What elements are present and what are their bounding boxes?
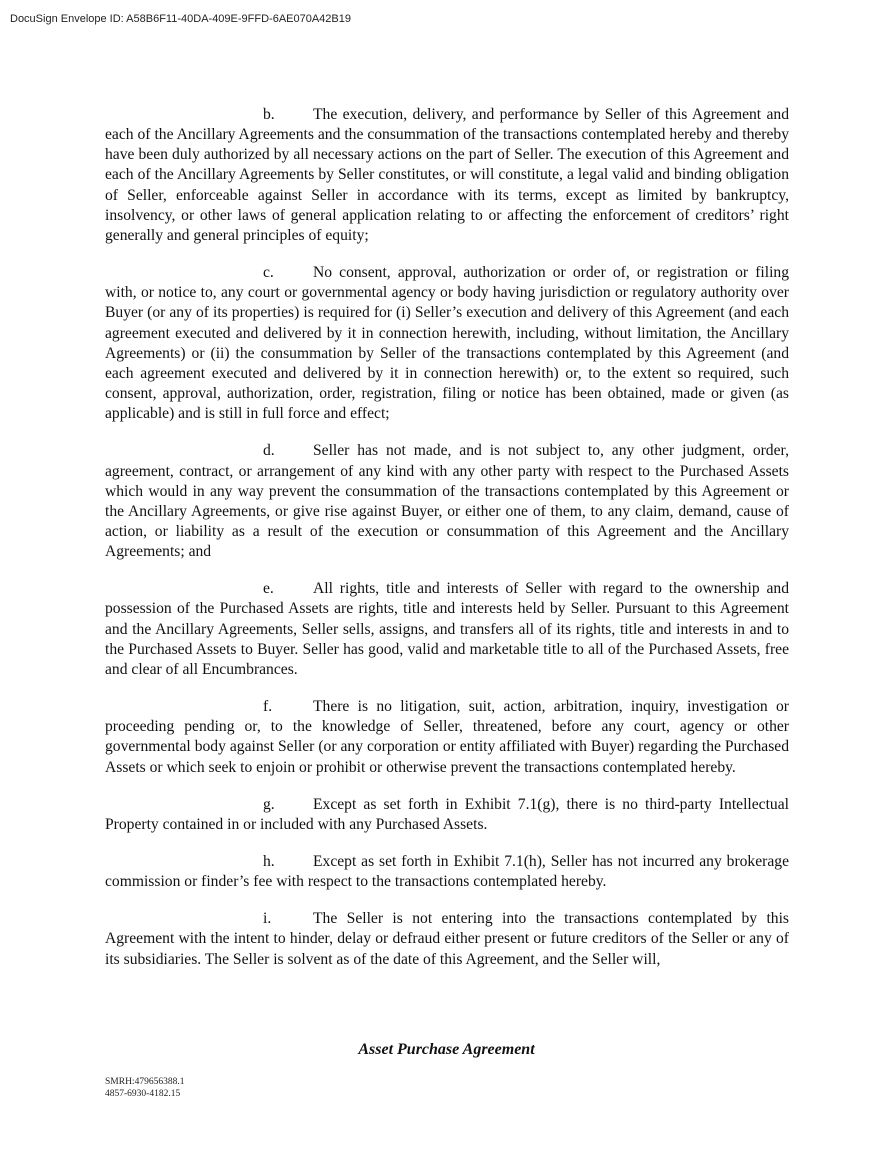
paragraph-g [105, 795, 789, 835]
paragraph-letter: f. [263, 698, 273, 716]
paragraph-text: There is no litigation, suit, action, arbitration, inquiry, investigation or proceeding pending or, to the knowledge of Seller, threatened, before any court, agency or other governmental body against Seller (or any corporation or entity affiliated with Buyer) regarding the Purchased Assets or which seek to enjoin or prohibit or otherwise prevent the transactions contemplated hereby. [105, 698, 789, 776]
footer-code: SMRH:479656388.1 [105, 1077, 185, 1087]
paragraph-letter: g. [263, 795, 275, 813]
document-body [105, 105, 789, 987]
paragraph-text: Except as set forth in Exhibit 7.1(h), Seller has not incurred any brokerage commission or finder’s fee with respect to the transactions contemplated hereby. [105, 853, 789, 891]
paragraph-letter: c. [263, 264, 274, 282]
paragraph-text: Except as set forth in Exhibit 7.1(g), there is no third-party Intellectual Property contained in or included with any Purchased Assets. [105, 795, 789, 833]
footer-document-title: Asset Purchase Agreement [358, 1041, 535, 1058]
paragraph-c [105, 263, 789, 424]
paragraph-letter: h. [263, 853, 275, 870]
paragraph-f [105, 697, 789, 778]
paragraph-text: All rights, title and interests of Seller with regard to the ownership and possession of the Purchased Assets are rights, title and interests held by Seller. Pursuant to this Agreement and the Ancillary Agreements, Seller sells, assigns, and transfers all of its rights, title and interests in and to the Purchased Assets to Buyer. Seller has good, valid and marketable title to all of the Purchased Assets, free and clear of all Encumbrances. [105, 580, 789, 678]
paragraph-letter: d. [263, 442, 275, 460]
footer-code: 4857-6930-4182.15 [105, 1089, 181, 1099]
paragraph-b [105, 105, 789, 246]
footer-document-codes [105, 1076, 184, 1100]
paragraph-e [105, 579, 789, 680]
paragraph-letter: i. [263, 910, 272, 928]
paragraph-letter: b. [263, 106, 275, 123]
paragraph-d [105, 441, 789, 562]
paragraph-letter: e. [263, 580, 274, 598]
paragraph-text: No consent, approval, authorization or order of, or registration or filing with, or notice to, any court or governmental agency or body having jurisdiction or regulatory authority over Buyer (or any of its properties) is required for (i) Seller’s execution and delivery of this Agreement (and each agreement executed and delivered by it in connection herewith, including, without limitation, the Ancillary Agreements) or (ii) the consummation by Seller of the transactions contemplated by this Agreement (and each agreement executed and delivered by it in connection herewith) or, to the extent so required, such consent, approval, authorization, order, registration, filing or notice has been obtained, made or given (as applicable) and is still in full force and effect; [105, 264, 789, 423]
paragraph-text: The Seller is not entering into the transactions contemplated by this Agreement with the intent to hinder, delay or defraud either present or future creditors of the Seller or any of its subsidiaries. The Seller is solvent as of the date of this Agreement, and the Seller will, [105, 910, 789, 968]
paragraph-text: Seller has not made, and is not subject to, any other judgment, order, agreement, contract, or arrangement of any kind with any other party with respect to the Purchased Assets which would in any way prevent the consummation of the transactions contemplated by this Agreement or the Ancillary Agreements, or give rise against Buyer, or either one of them, to any claim, demand, cause of action, or liability as a result of the execution or consummation of this Agreement and the Ancillary Agreements; and [105, 442, 789, 561]
envelope-id-header: DocuSign Envelope ID: A58B6F11-40DA-409E-9FFD-6AE070A42B19 [10, 13, 351, 25]
paragraph-text: The execution, delivery, and performance by Seller of this Agreement and each of the Ancillary Agreements and the consummation of the transactions contemplated hereby and thereby have been duly authorized by all necessary actions on the part of Seller. The execution of this Agreement and each of the Ancillary Agreements by Seller constitutes, or will constitute, a legal valid and binding obligation of Seller, enforceable against Seller in accordance with its terms, except as limited by bankruptcy, insolvency, or other laws of general application relating to or affecting the enforcement of creditors’ right generally and general principles of equity; [105, 106, 789, 244]
paragraph-h [105, 852, 789, 892]
paragraph-i [105, 909, 789, 969]
